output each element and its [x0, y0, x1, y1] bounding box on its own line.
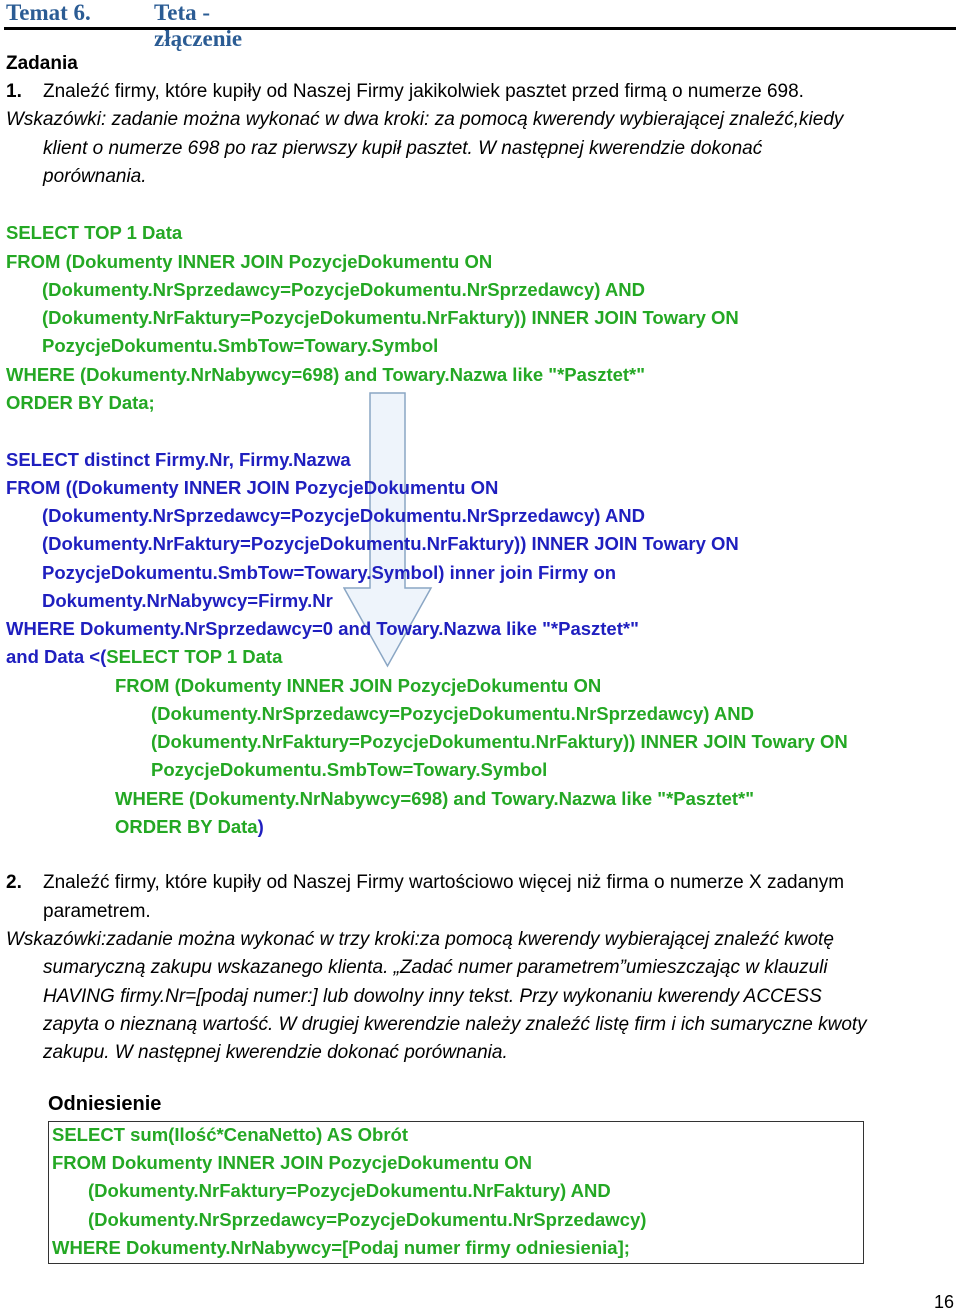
query1-line: SELECT TOP 1 Data: [6, 222, 183, 243]
task-1: [6, 80, 804, 104]
reference-query-line: SELECT sum(Ilość*CenaNetto) AS Obrót: [52, 1124, 408, 1145]
query2-tail-prefix: and Data <(: [6, 646, 107, 667]
task-1-hint-line: klient o numerze 698 po raz pierwszy kupił pasztet. W następnej kwerendzie dokonać: [43, 138, 763, 159]
task-1-hint-line: Wskazówki: zadanie można wykonać w dwa kroki: za pomocą kwerendy wybierającej znaleźć,kiedy: [6, 109, 844, 130]
topic-title: Teta - złączenie: [154, 0, 243, 51]
query1-line: (Dokumenty.NrFaktury=PozycjeDokumentu.NrFaktury)) INNER JOIN Towary ON: [42, 307, 739, 328]
subquery-line: (Dokumenty.NrFaktury=PozycjeDokumentu.NrFaktury)) INNER JOIN Towary ON: [151, 731, 848, 752]
subquery-line: WHERE (Dokumenty.NrNabywcy=698) and Towary.Nazwa like "*Pasztet*": [115, 788, 755, 809]
query2-line: WHERE Dokumenty.NrSprzedawcy=0 and Towary.Nazwa like "*Pasztet*": [6, 618, 639, 639]
task-2-hint-line: zakupu. W następnej kwerendzie dokonać porównania.: [43, 1042, 508, 1063]
query1-line: ORDER BY Data;: [6, 392, 155, 413]
task-2-hint-line: zapyta o nieznaną wartość. W drugiej kwerendzie należy znaleźć listę firm i ich sumaryczne kwoty: [43, 1014, 867, 1035]
subquery-line: SELECT TOP 1 Data: [106, 646, 283, 667]
task-1-text: Znaleźć firmy, które kupiły od Naszej Firmy jakikolwiek pasztet przed firmą o numerze 698.: [43, 81, 804, 102]
subquery-line: ORDER BY Data: [115, 816, 258, 837]
title-rule: [4, 27, 956, 30]
section-label: Zadania: [6, 53, 78, 74]
query2-tail-suffix: ): [257, 816, 264, 837]
query2-line: SELECT distinct Firmy.Nr, Firmy.Nazwa: [6, 449, 351, 470]
task-2-hint-line: sumaryczną zakupu wskazanego klienta. „Zadać numer parametrem”umieszczając w klauzuli: [43, 957, 828, 978]
reference-query-line: (Dokumenty.NrSprzedawcy=PozycjeDokumentu.NrSprzedawcy): [88, 1209, 647, 1230]
task-2: [6, 871, 845, 895]
query2-line: (Dokumenty.NrSprzedawcy=PozycjeDokumentu.NrSprzedawcy) AND: [42, 505, 645, 526]
query2-line: Dokumenty.NrNabywcy=Firmy.Nr: [42, 590, 333, 611]
page-title: [6, 0, 243, 51]
task-1-number: 1.: [6, 81, 22, 102]
page-number: 16: [933, 1292, 954, 1312]
subquery-line: FROM (Dokumenty INNER JOIN PozycjeDokumentu ON: [115, 675, 602, 696]
reference-query-line: WHERE Dokumenty.NrNabywcy=[Podaj numer firmy odniesienia];: [52, 1237, 630, 1258]
reference-query-line: (Dokumenty.NrFaktury=PozycjeDokumentu.NrFaktury) AND: [88, 1180, 611, 1201]
query2-line: (Dokumenty.NrFaktury=PozycjeDokumentu.NrFaktury)) INNER JOIN Towary ON: [42, 533, 739, 554]
subquery-last-line: [115, 815, 264, 840]
subquery-line: (Dokumenty.NrSprzedawcy=PozycjeDokumentu.NrSprzedawcy) AND: [151, 703, 754, 724]
query1-line: (Dokumenty.NrSprzedawcy=PozycjeDokumentu.NrSprzedawcy) AND: [42, 279, 645, 300]
query2-tail-line: [6, 645, 282, 670]
query1-line: PozycjeDokumentu.SmbTow=Towary.Symbol: [42, 335, 439, 356]
topic-number: Temat 6.: [6, 0, 91, 25]
query1-line: FROM (Dokumenty INNER JOIN PozycjeDokumentu ON: [6, 251, 493, 272]
reference-heading: Odniesienie: [48, 1093, 162, 1115]
task-2-hint-line: HAVING firmy.Nr=[podaj numer:] lub dowolny inny tekst. Przy wykonaniu kwerendy ACCESS: [43, 986, 822, 1007]
task-2-text: Znaleźć firmy, które kupiły od Naszej Firmy wartościowo więcej niż firma o numerze X zadanym: [43, 872, 845, 893]
query2-line: PozycjeDokumentu.SmbTow=Towary.Symbol) inner join Firmy on: [42, 562, 617, 583]
task-2-text: parametrem.: [43, 901, 151, 922]
reference-query-line: FROM Dokumenty INNER JOIN PozycjeDokumentu ON: [52, 1152, 533, 1173]
task-2-hint-line: Wskazówki:zadanie można wykonać w trzy kroki:za pomocą kwerendy wybierającej znaleźć kwotę: [6, 929, 834, 950]
task-1-hint-line: porównania.: [43, 166, 147, 187]
query1-line: WHERE (Dokumenty.NrNabywcy=698) and Towary.Nazwa like "*Pasztet*": [6, 364, 646, 385]
query2-line: FROM ((Dokumenty INNER JOIN PozycjeDokumentu ON: [6, 477, 499, 498]
subquery-line: PozycjeDokumentu.SmbTow=Towary.Symbol: [151, 759, 548, 780]
task-2-number: 2.: [6, 872, 22, 893]
